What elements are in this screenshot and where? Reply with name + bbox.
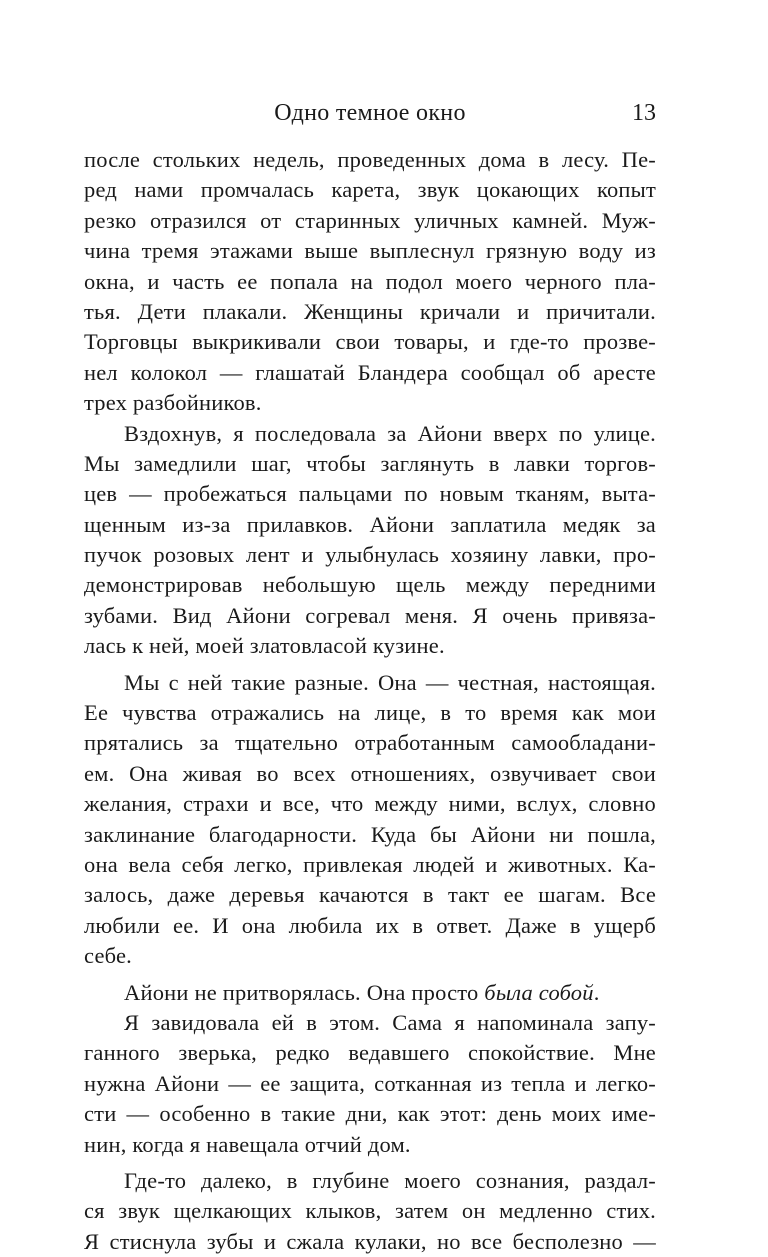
text-line: трех разбойников. (84, 390, 262, 416)
text-line: Я стиснула зубы и сжала кулаки, но все бесполезно — (84, 1228, 656, 1254)
text-line: цев — пробежаться пальцами по новым тканям, выта- (84, 481, 656, 507)
running-head (84, 96, 656, 130)
text-line: после стольких недель, проведенных дома в лесу. Пе- (84, 147, 656, 172)
text-line: ганного зверька, редко ведавшего спокойствие. Мне (84, 1040, 656, 1066)
text-line: Ее чувства отражались на лице, в то время как мои (84, 700, 656, 726)
text-line: заклинание благодарности. Куда бы Айони ни пошла, (84, 821, 656, 847)
text-line: чина тремя этажами выше выплеснул грязную воду из (84, 238, 656, 264)
text-line: залось, даже деревья качаются в такт ее шагам. Все (84, 882, 656, 908)
text-line: нел колокол — глашатай Бландера сообщал об аресте (84, 359, 656, 385)
text-line: ся звук щелкающих клыков, затем он медленно стих. (84, 1198, 656, 1224)
page-number: 13 (632, 100, 656, 126)
paragraph-first-line (84, 978, 656, 1008)
text-line: нин, когда я навещала отчий дом. (84, 1131, 411, 1157)
text-line: тья. Дети плакали. Женщины кричали и причитали. (84, 298, 656, 324)
paragraph-first-line: Вздохнув, я последовала за Айони вверх по улице. (124, 420, 656, 446)
paragraph-first-line: Мы с ней такие разные. Она — честная, настоящая. (124, 669, 656, 695)
running-title: Одно темное окно (274, 100, 466, 126)
text-line: пучок розовых лент и улыбнулась хозяину лавки, про- (84, 542, 656, 568)
body-text (84, 145, 656, 1257)
text-line: сти — особенно в такие дни, как этот: день моих име- (84, 1101, 656, 1127)
text-line: лась к ней, моей златовласой кузине. (84, 633, 445, 659)
text-line: резко отразился от старинных уличных камней. Муж- (84, 207, 656, 233)
text-line: она вела себя легко, привлекая людей и животных. Ка- (84, 851, 656, 877)
paragraph-first-line: Где-то далеко, в глубине моего сознания, раздал- (124, 1167, 656, 1193)
text-line: себе. (84, 943, 133, 969)
text-line: нужна Айони — ее защита, сотканная из тепла и легко- (84, 1070, 656, 1096)
text-line: ем. Она живая во всех отношениях, озвучивает свои (84, 760, 656, 786)
text-run: Айони не притворялась. Она просто (124, 979, 485, 1005)
text-line: любили ее. И она любила их в ответ. Даже в ущерб (84, 912, 656, 938)
text-line: Торговцы выкрикивали свои товары, и где-то прозве- (84, 329, 656, 355)
text-line: прятались за тщательно отработанным самообладани- (84, 730, 656, 756)
paragraph-first-line: Я завидовала ей в этом. Сама я напоминала запу- (124, 1009, 656, 1035)
text-line: зубами. Вид Айони согревал меня. Я очень привяза- (84, 602, 656, 628)
italic-phrase: была собой (484, 979, 594, 1005)
text-run: . (593, 979, 600, 1005)
text-line: демонстрировав небольшую щель между передними (84, 572, 656, 598)
text-line: Мы замедлили шаг, чтобы заглянуть в лавки торгов- (84, 450, 656, 476)
text-line: желания, страхи и все, что между ними, вслух, словно (84, 791, 656, 817)
text-line: окна, и часть ее попала на подол моего черного пла- (84, 268, 656, 294)
text-line: ред нами промчалась карета, звук цокающих копыт (84, 177, 656, 203)
text-line: щенным из-за прилавков. Айони заплатила медяк за (84, 511, 656, 537)
